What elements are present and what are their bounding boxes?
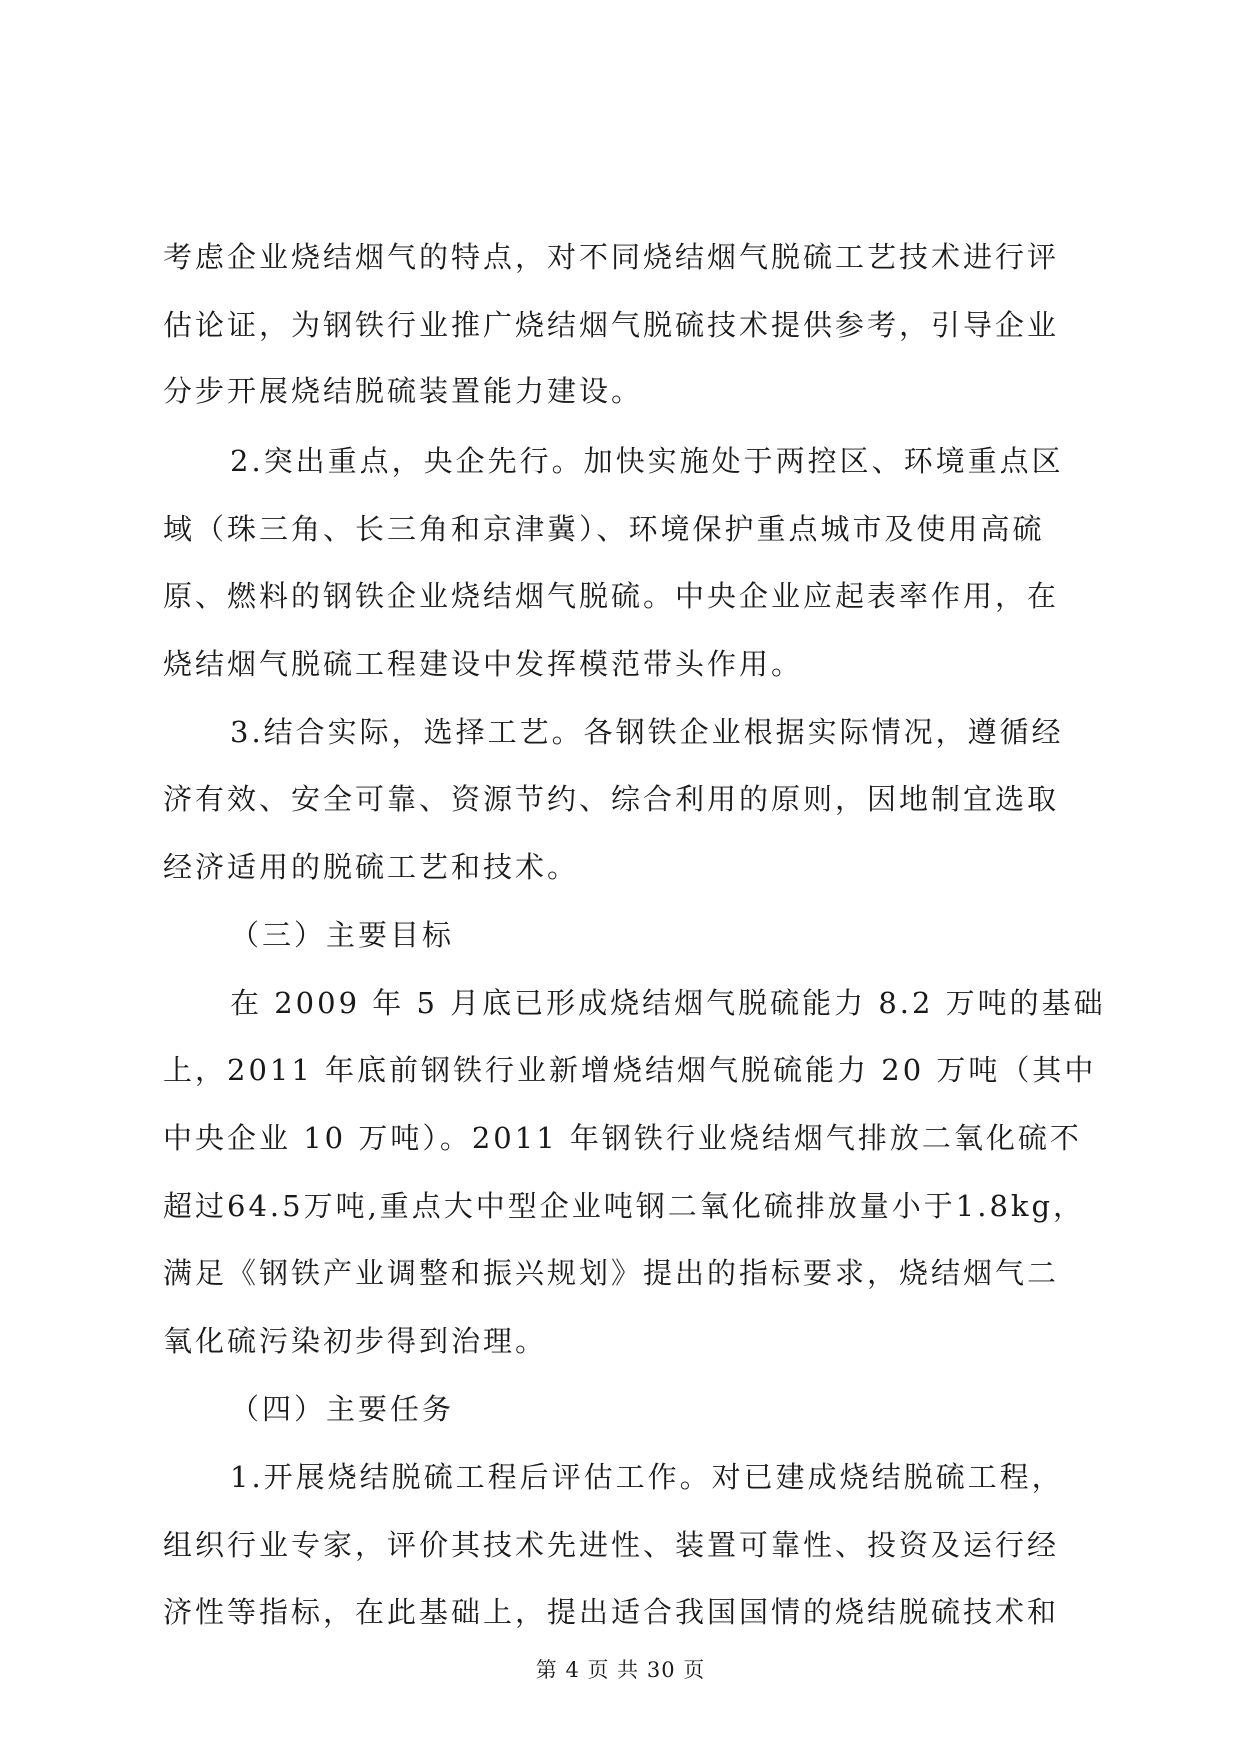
paragraph-line: 1.开展烧结脱硫工程后评估工作。对已建成烧结脱硫工程，	[230, 1460, 1064, 1494]
section-heading: （三）主要目标	[230, 918, 455, 952]
paragraph-line: 3.结合实际，选择工艺。各钢铁企业根据实际情况，遵循经	[230, 715, 1064, 749]
paragraph-line: 估论证，为钢铁行业推广烧结烟气脱硫技术提供参考，引导企业	[163, 308, 1060, 342]
paragraph-line: 济性等指标，在此基础上，提出适合我国国情的烧结脱硫技术和	[163, 1595, 1060, 1629]
paragraph-line: 2.突出重点，央企先行。加快实施处于两控区、环境重点区	[230, 444, 1064, 478]
paragraph-line: 满足《钢铁产业调整和振兴规划》提出的指标要求，烧结烟气二	[163, 1256, 1060, 1290]
page-footer: 第 4 页 共 30 页	[535, 1658, 706, 1682]
paragraph-line: 上，2011 年底前钢铁行业新增烧结烟气脱硫能力 20 万吨（其中	[163, 1053, 1097, 1087]
paragraph-line: 氧化硫污染初步得到治理。	[163, 1324, 548, 1358]
paragraph-line: 济有效、安全可靠、资源节约、综合利用的原则，因地制宜选取	[163, 782, 1060, 816]
paragraph-line: 原、燃料的钢铁企业烧结烟气脱硫。中央企业应起表率作用，在	[163, 579, 1060, 613]
paragraph-line: 考虑企业烧结烟气的特点，对不同烧结烟气脱硫工艺技术进行评	[163, 240, 1060, 274]
paragraph-line: 域（珠三角、长三角和京津冀）、环境保护重点城市及使用高硫	[163, 512, 1045, 546]
paragraph-line: 组织行业专家，评价其技术先进性、装置可靠性、投资及运行经	[163, 1528, 1060, 1562]
paragraph-line: 超过64.5万吨,重点大中型企业吨钢二氧化硫排放量小于1.8kg，	[163, 1189, 1086, 1223]
paragraph-line: 分步开展烧结脱硫装置能力建设。	[163, 374, 644, 408]
paragraph-line: 烧结烟气脱硫工程建设中发挥模范带头作用。	[163, 647, 804, 681]
paragraph-line: 中央企业 10 万吨）。2011 年钢铁行业烧结烟气排放二氧化硫不	[163, 1121, 1082, 1155]
paragraph-line: 经济适用的脱硫工艺和技术。	[163, 850, 580, 884]
paragraph-line: 在 2009 年 5 月底已形成烧结烟气脱硫能力 8.2 万吨的基础	[230, 986, 1106, 1020]
section-heading: （四）主要任务	[230, 1392, 455, 1426]
